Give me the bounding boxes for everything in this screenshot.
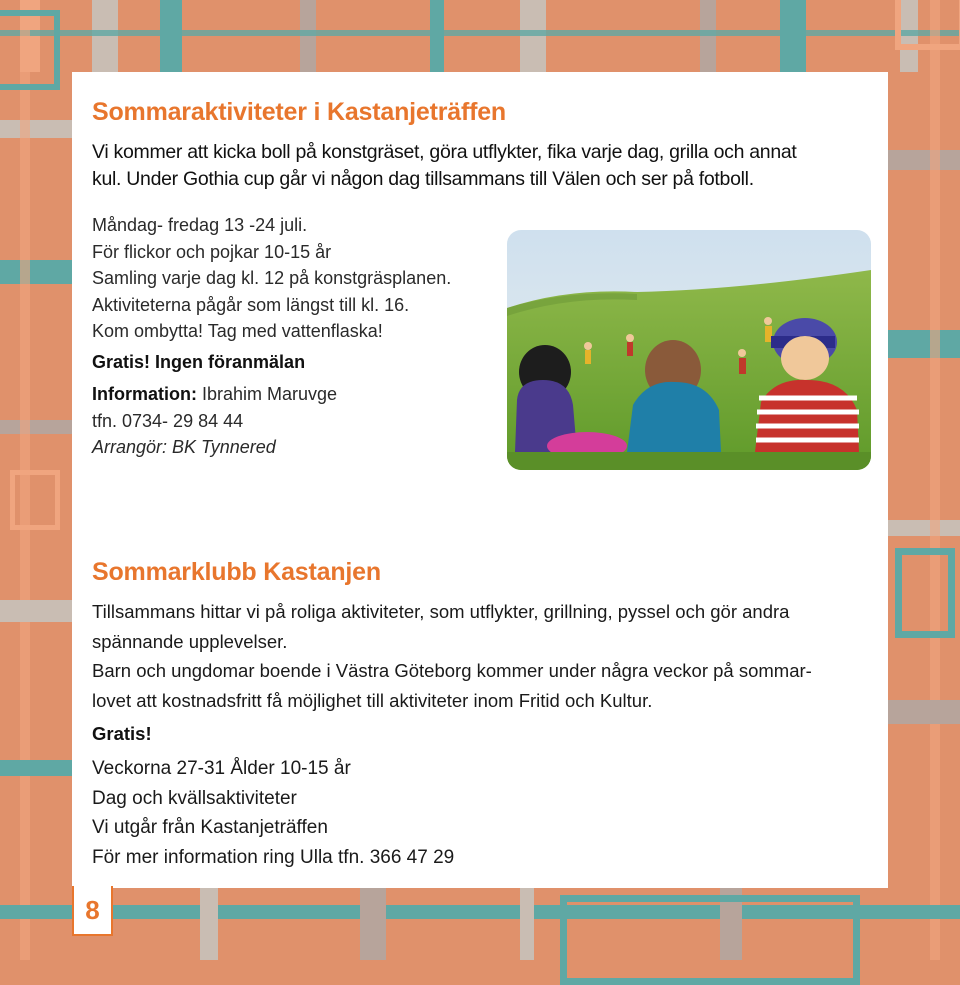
summer-club-description [92, 597, 872, 749]
summer-club-details [92, 754, 592, 872]
list-item: Dag och kvällsaktiviteter [92, 787, 297, 809]
audience: För flickor och pojkar 10-15 år [92, 241, 332, 262]
paragraph-line: lovet att kostnadsfritt få möjlighet till aktiviteter inom Fritid och Kultur. [92, 689, 653, 711]
bring-info: Kom ombytta! Tag med vattenflaska! [92, 321, 383, 341]
list-item: Veckorna 27-31 Ålder 10-15 år [92, 758, 351, 779]
no-registration: Ingen föranmälan [155, 351, 306, 372]
section-title-summer-club: Sommarklubb Kastanjen [92, 558, 381, 586]
free-label: Gratis! [92, 723, 152, 744]
free-label: Gratis! [92, 351, 151, 372]
paragraph-line: Barn och ungdomar boende i Västra Göteborg kommer under några veckor på sommar- [92, 660, 812, 681]
meeting-info: Samling varje dag kl. 12 på konstgräsplanen. [92, 268, 452, 288]
info-label: Information: [92, 384, 197, 404]
section-title-summer-activities: Sommaraktiviteter i Kastanjeträffen [92, 98, 506, 126]
intro-line: kul. Under Gothia cup går vi någon dag tillsammans till Välen och ser på fotboll. [92, 168, 754, 190]
phone-number: tfn. 0734- 29 84 44 [92, 410, 244, 431]
paragraph-line: spännande upplevelser. [92, 630, 288, 652]
page-number: 8 [72, 886, 113, 936]
intro-line: Vi kommer att kicka boll på konstgräset, göra utflykter, fika varje dag, grilla och annat [92, 141, 797, 163]
dates: Måndag- fredag 13 -24 juli. [92, 215, 308, 235]
duration-info: Aktiviteterna pågår som längst till kl. 16. [92, 294, 410, 315]
section-intro [92, 139, 872, 193]
list-item: Vi utgår från Kastanjeträffen [92, 817, 328, 838]
free-registration-line [92, 349, 492, 376]
content-panel [72, 72, 888, 888]
contact-name: Ibrahim Maruvge [202, 384, 338, 404]
organizer: Arrangör: BK Tynnered [92, 437, 276, 457]
contact-line [92, 381, 492, 408]
list-item: För mer information ring Ulla tfn. 366 47 29 [92, 846, 455, 868]
children-on-field-photo [507, 230, 871, 470]
paragraph-line: Tillsammans hittar vi på roliga aktiviteter, som utflykter, grillning, pyssel och gör andra [92, 601, 790, 622]
activity-details [92, 212, 492, 461]
